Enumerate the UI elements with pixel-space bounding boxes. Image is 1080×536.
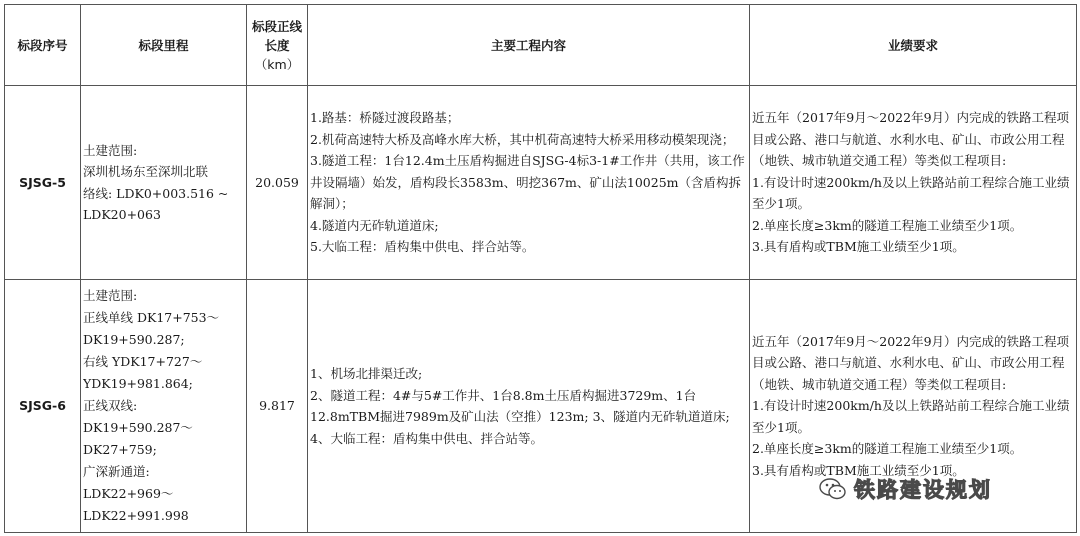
- mileage-line: YDK19+981.864;: [83, 376, 193, 391]
- content-item: 5.大临工程：盾构集中供电、拌合站等。: [310, 239, 535, 255]
- header-length-line2: 长度: [264, 37, 290, 53]
- cell-seq: SJSG-6: [5, 280, 81, 533]
- cell-requirement: [750, 86, 1077, 280]
- header-length-line1: 标段正线: [251, 18, 302, 34]
- mileage-line: 广深新通道:: [83, 464, 150, 479]
- content-item: 3.隧道工程：1台12.4m土压盾构掘进自SJSG-4标3-1#工作井（共用，该工作井设隔墙）始发，盾构段长3583m、明挖367m、矿山法10025m（含盾构拆解洞）；: [310, 153, 745, 212]
- cell-length: 9.817: [247, 280, 308, 533]
- mileage-line: DK19+590.287;: [83, 332, 185, 347]
- cell-mileage: [81, 280, 247, 533]
- requirement-item: 3.具有盾构或TBM施工业绩至少1项。: [752, 462, 965, 478]
- content-item: 4.隧道内无砟轨道道床;: [310, 217, 439, 233]
- header-content: 主要工程内容: [308, 5, 750, 86]
- mileage-line: 正线双线:: [83, 398, 138, 413]
- watermark: [818, 472, 992, 506]
- requirement-item: 2.单座长度≥3km的隧道工程施工业绩至少1项。: [752, 441, 1023, 457]
- requirement-item: 3.具有盾构或TBM施工业绩至少1项。: [752, 239, 965, 255]
- mileage-line: 土建范围:: [83, 142, 138, 158]
- mileage-line: DK19+590.287～: [83, 420, 193, 435]
- watermark-text: 铁路建设规划: [854, 478, 992, 502]
- content-item: 2、隧道工程：4#与5#工作井、1台8.8m土压盾构掘进3729m、1台12.8mTBM掘进7989m及矿山法（空推）123m; 3、隧道内无砟轨道道床;: [310, 387, 730, 424]
- header-length-line3: （km）: [254, 56, 300, 72]
- header-mileage: 标段里程: [81, 5, 247, 86]
- bid-section-table: [4, 4, 1077, 533]
- content-item: 4、大临工程：盾构集中供电、拌合站等。: [310, 430, 543, 446]
- mileage-line: LDK22+991.998: [83, 508, 189, 523]
- cell-seq: SJSG-5: [5, 86, 81, 280]
- table-row-sjsg5: [5, 86, 1077, 280]
- requirement-item: 近五年（2017年9月～2022年9月）内完成的铁路工程项目或公路、港口与航道、水利水电、矿山、市政公用工程（地铁、城市轨道交通工程）等类似工程项目:: [752, 110, 1070, 169]
- mileage-line: LDK20+063: [83, 207, 161, 222]
- header-seq: 标段序号: [5, 5, 81, 86]
- mileage-line: 土建范围:: [83, 288, 138, 303]
- content-item: 1、机场北排渠迁改;: [310, 366, 423, 381]
- cell-length: 20.059: [247, 86, 308, 280]
- mileage-line: DK27+759;: [83, 442, 157, 457]
- cell-content: [308, 280, 750, 533]
- mileage-line: 络线: LDK0+003.516 ~: [83, 185, 229, 201]
- cell-content: [308, 86, 750, 280]
- mileage-line: 右线 YDK17+727～: [83, 354, 203, 369]
- mileage-line: LDK22+969～: [83, 486, 174, 501]
- wechat-icon: [818, 474, 848, 504]
- mileage-line: 正线单线 DK17+753～: [83, 310, 220, 325]
- header-length: [247, 5, 308, 86]
- header-requirement: 业绩要求: [750, 5, 1077, 86]
- requirement-item: 1.有设计时速200km/h及以上铁路站前工程综合施工业绩至少1项。: [752, 174, 1070, 212]
- content-item: 2.机荷高速特大桥及高峰水库大桥，其中机荷高速特大桥采用移动模架现浇；: [310, 131, 735, 147]
- requirement-item: 1.有设计时速200km/h及以上铁路站前工程综合施工业绩至少1项。: [752, 398, 1070, 435]
- requirement-item: 2.单座长度≥3km的隧道工程施工业绩至少1项。: [752, 217, 1023, 233]
- mileage-line: 深圳机场东至深圳北联: [83, 164, 209, 179]
- cell-mileage: [81, 86, 247, 280]
- requirement-item: 近五年（2017年9月～2022年9月）内完成的铁路工程项目或公路、港口与航道、水利水电、矿山、市政公用工程（地铁、城市轨道交通工程）等类似工程项目:: [752, 333, 1070, 392]
- content-item: 1.路基：桥隧过渡段路基；: [310, 110, 460, 126]
- header-row: [5, 5, 1077, 86]
